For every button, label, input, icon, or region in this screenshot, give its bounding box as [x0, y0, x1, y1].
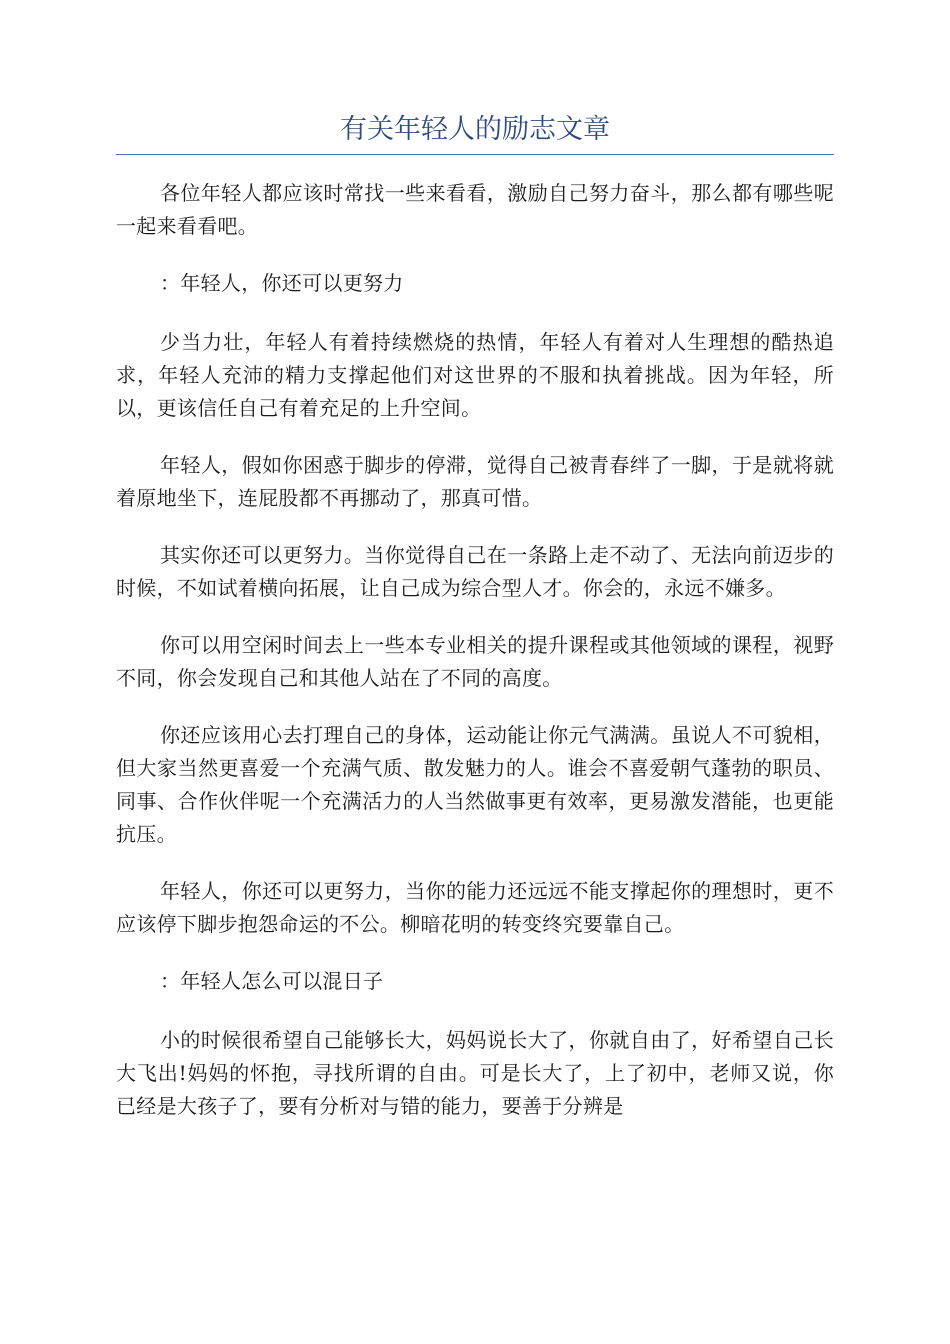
- section-heading-1: ：年轻人，你还可以更努力: [160, 271, 404, 295]
- document-page: [116, 110, 834, 1147]
- paragraph: 你可以用空闲时间去上一些本专业相关的提升课程或其他领域的课程，视野不同，你会发现自己和其他人站在了不同的高度。: [116, 633, 834, 690]
- paragraph: 小的时候很希望自己能够长大，妈妈说长大了，你就自由了，好希望自己长大飞出!妈妈的怀抱，寻找所谓的自由。可是长大了，上了初中，老师又说，你已经是大孩子了，要有分析对与错的能力，要善于分辨是: [116, 1028, 834, 1118]
- section-heading-2: ：年轻人怎么可以混日子: [160, 969, 384, 993]
- paragraph: 其实你还可以更努力。当你觉得自己在一条路上走不动了、无法向前迈步的时候，不如试着横向拓展，让自己成为综合型人才。你会的，永远不嫌多。: [116, 543, 834, 600]
- paragraph: 你还应该用心去打理自己的身体，运动能让你元气满满。虽说人不可貌相，但大家当然更喜爱一个充满气质、散发魅力的人。谁会不喜爱朝气蓬勃的职员、同事、合作伙伴呢一个充满活力的人当然做事更有效率，更易激发潜能，也更能抗压。: [116, 723, 834, 846]
- document-title: 有关年轻人的励志文章: [340, 114, 610, 145]
- paragraph: 少当力壮，年轻人有着持续燃烧的热情，年轻人有着对人生理想的酷热追求，年轻人充沛的精力支撑起他们对这世界的不服和执着挑战。因为年轻，所以，更该信任自己有着充足的上升空间。: [116, 330, 834, 420]
- title-underline: [116, 154, 834, 155]
- paragraph-intro: 各位年轻人都应该时常找一些来看看，激励自己努力奋斗，那么都有哪些呢一起来看看吧。: [116, 181, 834, 238]
- paragraph: 年轻人，假如你困惑于脚步的停滞，觉得自己被青春绊了一脚，于是就将就着原地坐下，连屁股都不再挪动了，那真可惜。: [116, 453, 834, 510]
- paragraph: 年轻人，你还可以更努力，当你的能力还远远不能支撑起你的理想时，更不应该停下脚步抱怨命运的不公。柳暗花明的转变终究要靠自己。: [116, 879, 834, 936]
